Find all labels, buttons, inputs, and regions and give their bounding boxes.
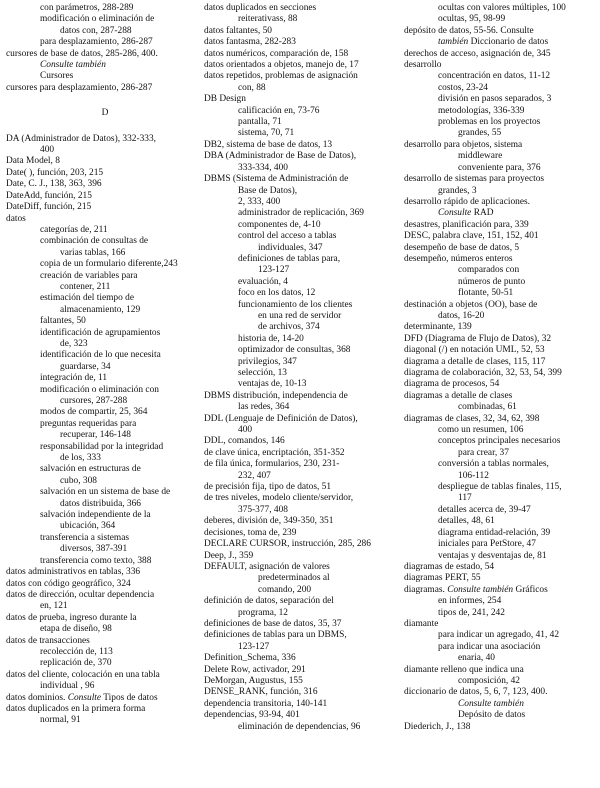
index-entry: preguntas requeridas para [40,418,137,429]
index-entry: conversión a tablas normales, [438,459,549,470]
index-entry: decisiones, toma de, 239 [204,527,297,538]
index-entry: DB Design [204,94,246,105]
index-entry: diagrama de colaboración, 32, 53, 54, 399 [404,368,562,378]
index-entry: copia de un formulario diferente,243 [40,259,178,270]
index-column-middle [204,3,404,788]
index-column-left [6,3,204,788]
index-entry: DDL, comandos, 146 [204,436,285,447]
index-entry: 2, 333, 400 [238,196,281,207]
index-entry: en una red de servidor [258,310,342,321]
index-entry: iniciales para PetStore, 47 [438,539,536,550]
index-entry: despliegue de tablas finales, 115, [438,482,562,493]
index-entry: almacenamiento, 129 [60,304,141,315]
index-entry: Base de Datos), [238,185,298,196]
index-entry: dependencia transitoria, 140-141 [204,698,328,709]
index-entry: datos de transacciones [6,635,90,646]
index-entry: reiterativass, 88 [238,14,298,25]
index-entry: datos administrativos en tablas, 336 [6,567,141,578]
index-entry: administrador de replicación, 369 [238,208,364,219]
index-entry: enaria, 40 [458,653,495,664]
index-entry: diccionario de datos, 5, 6, 7, 123, 400. [404,687,548,698]
index-entry: con, 88 [238,82,266,93]
index-entry: privilegios, 347 [238,356,297,367]
index-entry: Deep, J., 359 [204,550,254,561]
index-entry: diagramas de estado, 54 [404,561,495,572]
section-letter-heading: D [101,108,109,119]
index-entry: pantalla, 71 [238,117,282,128]
index-entry: deberes, división de, 349-350, 351 [204,516,334,527]
index-entry: 123-127 [258,265,290,276]
index-entry: desempeño de base de datos, 5 [404,242,520,253]
index-entry: desarrollo de sistemas para proyectos [404,174,545,185]
index-entry: guardarse, 34 [60,361,111,372]
index-entry: DESC, palabra clave, 151, 152, 401 [404,231,539,242]
index-entry: ocultas, 95, 98-99 [438,14,506,25]
index-entry: DECLARE CURSOR, instrucción, 285, 286 [204,539,371,550]
index-entry: cursores de base de datos, 285-286, 400. [6,48,158,59]
index-entry: Delete Row, activador, 291 [204,664,306,675]
index-entry: desastres, planificación para, 339 [404,219,529,230]
index-entry: desarrollo rápido de aplicaciones. [404,196,530,207]
index-entry: identificación de lo que necesita [40,350,161,361]
index-entry: DDL (Lenguaje de Definición de Datos), [204,413,358,424]
index-entry: definiciones de base de datos, 35, 37 [204,618,342,629]
index-entry: optimizador de consultas, 368 [238,345,351,356]
index-entry: recolección de, 113 [40,646,113,657]
index-entry: ubicación, 364 [60,521,116,532]
index-entry: diamante [404,618,439,629]
index-entry: replicación de, 370 [40,658,112,669]
index-entry: datos orientados a objetos, manejo de, 17 [204,60,359,71]
index-entry: Consulte también [458,698,524,709]
index-entry: datos con, 287-288 [60,25,132,36]
index-entry: con parámetros, 288-289 [40,3,134,13]
index-entry: identificación de agrupamientos [40,327,161,338]
index-entry: destinación a objetos (OO), base de [404,299,538,310]
index-entry: estimación del tiempo de [40,293,134,304]
cross-reference-phrase: Consulte también [447,584,514,595]
index-entry: Data Model, 8 [6,156,60,167]
cross-reference-phrase: Consulte [438,208,472,219]
index-entry: datos dominios. Consulte Tipos de datos [6,692,158,703]
index-entry: control del acceso a tablas [238,231,337,242]
index-entry: detalles acerca de, 39-47 [438,504,531,515]
index-entry: Definition_Schema, 336 [204,653,296,664]
index-entry: datos de prueba, ingreso durante la [6,612,137,623]
index-entry: sistema, 70, 71 [238,128,295,139]
index-entry: Depósito de datos [458,710,526,721]
cross-reference-phrase: Consulte [67,692,102,703]
index-entry: Consulte también [40,60,106,71]
index-entry: costos, 23-24 [438,82,488,93]
index-entry: datos de dirección, ocultar dependencia [6,589,155,600]
index-entry: DBMS (Sistema de Administración de [204,174,349,185]
index-entry: de archivos, 374 [258,322,320,333]
index-entry: definiciones de tablas para un DBMS, [204,630,347,641]
index-entry: foco en los datos, 12 [238,288,316,299]
index-entry: creación de variables para [40,270,138,281]
index-entry: diagramas PERT, 55 [404,573,481,584]
index-entry: diagrama entidad-relación, 39 [438,527,551,538]
index-entry: salvación en un sistema de base de [40,487,171,498]
index-entry: números de punto [458,276,526,287]
index-entry: Date( ), función, 203, 215 [6,167,104,178]
index-entry: DA (Administrador de Datos), 332-333, [6,133,156,144]
index-entry: diamante relleno que indica una [404,664,524,675]
index-entry: faltantes, 50 [40,316,86,327]
index-entry: combinadas, 61 [458,402,517,413]
index-entry: para indicar un agregado, 41, 42 [438,630,560,641]
index-entry: DBA (Administrador de Base de Datos), [204,151,357,162]
index-entry: diagrama de procesos, 54 [404,379,500,390]
index-entry: selección, 13 [238,368,287,378]
index-entry: 123-127 [238,641,270,652]
index-entry: desarrollo para objetos, sistema [404,139,523,150]
index-entry: programa, 12 [238,607,288,618]
index-entry: salvación en estructuras de [40,464,141,475]
index-entry: datos, 16-20 [438,310,485,321]
index-entry: DBMS distribución, independencia de [204,390,348,401]
index-entry: diagramas. Consulte también Gráficos [404,584,548,595]
index-entry: división en pasos separados, 3 [438,94,552,105]
index-column-right [404,3,594,788]
index-entry: recuperar, 146-148 [60,430,131,441]
index-entry: DeMorgan, Augustus, 155 [204,675,303,686]
index-entry: 333-334, 400 [238,162,288,173]
index-entry: en informes, 254 [438,596,502,607]
index-entry: funcionamiento de los clientes [238,299,353,310]
index-entry: componentes de, 4-10 [238,219,321,230]
index-entry: varias tablas, 166 [60,247,126,258]
index-entry: diagonal (/) en notación UML, 52, 53 [404,345,545,356]
index-entry: salvación independiente de la [40,510,151,521]
index-entry: como un resumen, 106 [438,425,524,436]
index-entry: para desplazamiento, 286-287 [40,37,153,48]
index-entry: datos fantasma, 282-283 [204,37,296,48]
index-entry: 117 [458,493,472,504]
index-entry: combinación de consultas de [40,236,149,247]
index-entry: ventajas y desventajas de, 81 [438,550,547,561]
index-entry: datos duplicados en la primera forma [6,703,146,714]
index-entry: Date, C. J., 138, 363, 396 [6,179,102,190]
index-entry: responsabilidad por la integridad [40,441,164,452]
index-entry: DB2, sistema de base de datos, 13 [204,139,333,150]
index-entry: cursores para desplazamiento, 286-287 [6,82,153,93]
index-entry: modificación o eliminación de [40,14,155,25]
index-entry: de, 323 [60,338,88,349]
index-entry: integración de, 11 [40,373,108,384]
index-entry: cubo, 308 [60,475,97,486]
index-entry: Diederich, J., 138 [404,721,471,732]
index-entry: Consulte RAD [438,208,494,219]
index-entry: conceptos principales necesarios [438,436,561,447]
index-entry: Cursores [40,71,74,82]
index-entry: detalles, 48, 61 [438,516,495,527]
index-entry: depósito de datos, 55-56. Consulte [404,25,534,36]
index-entry: definiciones de tablas para, [238,253,341,264]
index-entry: etapa de diseño, 98 [40,624,112,635]
index-entry: definición de datos, separación del [204,596,334,607]
index-entry: datos con código geográfico, 324 [6,578,131,589]
index-entry: contener, 211 [60,281,111,292]
index-entry: problemas en los proyectos [438,117,541,128]
index-entry: desarrollo [404,60,442,71]
index-entry: ocultas con valores múltiples, 100 [438,3,566,13]
index-entry: datos [6,213,26,224]
index-entry: normal, 91 [40,715,81,726]
index-entry: DENSE_RANK, función, 316 [204,687,318,698]
index-entry: modificación o eliminación con [40,384,159,395]
index-entry: derechos de acceso, asignación de, 345 [404,48,551,59]
index-entry: historia de, 14-20 [238,333,304,344]
index-entry: tipos de, 241, 242 [438,607,505,618]
index-entry: metodologías, 336-339 [438,105,525,116]
index-entry: comando, 200 [258,584,312,595]
index-entry: middleware [458,151,503,162]
index-entry: ventajas de, 10-13 [238,379,307,390]
index-entry: modos de compartir, 25, 364 [40,407,148,418]
index-entry: DateAdd, función, 215 [6,190,92,201]
index-entry: composición, 42 [458,675,520,686]
index-entry: eliminación de dependencias, 96 [238,721,361,732]
index-entry: también Diccionario de datos [438,37,549,48]
index-entry: para crear, 37 [458,447,509,458]
index-entry: grandes, 55 [458,128,502,139]
index-entry: predeterminados al [258,573,330,584]
index-entry: diagramas a detalle de clases [404,390,513,401]
index-entry: de los, 333 [60,453,101,464]
index-entry: transferencia a sistemas [40,532,130,543]
index-entry: individuales, 347 [258,242,323,253]
index-entry: datos numéricos, comparación de, 158 [204,48,349,59]
index-entry: de clave única, encriptación, 351-352 [204,447,345,458]
index-entry: diversos, 387-391 [60,544,128,555]
index-entry: datos distribuida, 366 [60,498,141,509]
index-entry: dependencias, 93-94, 401 [204,710,300,721]
index-entry: DEFAULT, asignación de valores [204,561,330,572]
index-entry: 375-377, 408 [238,504,288,515]
index-entry: 232, 407 [238,470,271,481]
index-entry: transferencia como texto, 388 [40,555,152,566]
index-entry: para indicar una asociación [438,641,541,652]
index-entry: de tres niveles, modelo cliente/servidor, [204,493,354,504]
index-entry: diagramas de clases, 32, 34, 62, 398 [404,413,540,424]
index-entry: datos repetidos, problemas de asignación [204,71,358,82]
index-entry: flotante, 50-51 [458,288,514,299]
index-entry: datos duplicados en secciones [204,3,317,13]
index-entry: DateDiff, función, 215 [6,202,92,213]
index-entry: DFD (Diagrama de Flujo de Datos), 32 [404,333,552,344]
index-entry: diagrama a detalle de clases, 115, 117 [404,356,546,367]
index-entry: concentración en datos, 11-12 [438,71,551,82]
index-entry: las redes, 364 [238,402,290,413]
index-entry: individual , 96 [40,681,95,692]
index-entry: conveniente para, 376 [458,162,541,173]
index-entry: comparados con [458,265,520,276]
index-entry: datos del cliente, colocación en una tabla [6,669,160,680]
index-entry: en, 121 [40,601,68,612]
index-entry: de precisión fija, tipo de datos, 51 [204,482,332,493]
index-entry: desempeño, números enteros [404,253,513,264]
index-entry: 400 [40,145,55,156]
index-entry: 106-112 [458,470,489,481]
index-entry: datos faltantes, 50 [204,25,272,36]
index-entry: grandes, 3 [438,185,477,196]
index-entry: categorías de, 211 [40,224,108,235]
index-entry: calificación en, 73-76 [238,105,320,116]
index-entry: evaluación, 4 [238,276,288,287]
index-entry: determinante, 139 [404,322,472,333]
index-entry: 400 [238,425,253,436]
cross-reference-phrase: también [438,37,469,48]
index-entry: cursores, 287-288 [60,396,128,406]
index-entry: de fila única, formularios, 230, 231- [204,459,340,470]
